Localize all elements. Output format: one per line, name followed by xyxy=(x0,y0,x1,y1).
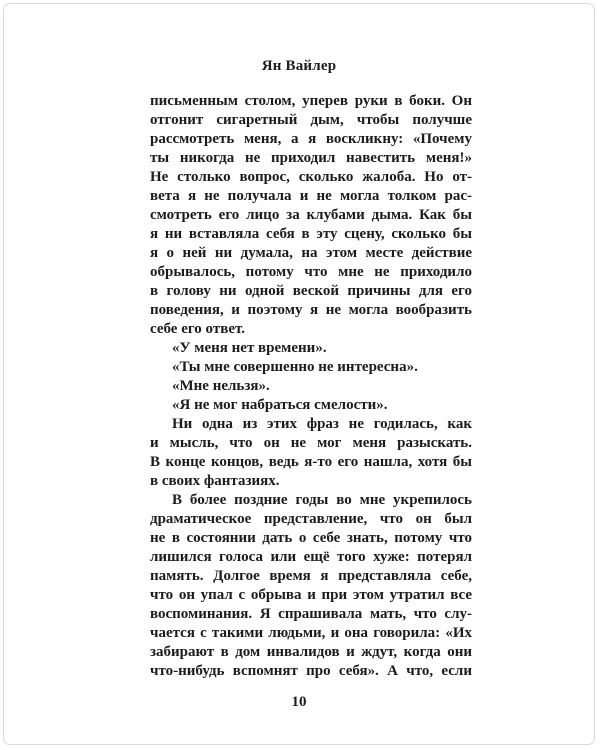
text-line: я ни вставляла себя в эту сцену, сколько бы xyxy=(150,226,472,242)
text-line: я о ней ни думала, на этом месте действие xyxy=(150,245,472,261)
text-line: себе его ответ. xyxy=(150,321,245,337)
text-line: Ни одна из этих фраз не годилась, как xyxy=(172,416,472,432)
text-line: в голову ни одной веской причины для его xyxy=(150,283,472,299)
text-line: что-нибудь вспомнят про себя». А что, если xyxy=(150,663,472,679)
text-line: Не столько вопрос, сколько жалоба. Но от- xyxy=(150,169,472,185)
text-line: обрывалось, потому что мне не приходило xyxy=(150,264,472,280)
text-line: поведения, и поэтому я не могла вообразить xyxy=(150,302,472,318)
page-number: 10 xyxy=(291,694,307,710)
text-line: и мысль, что он не мог меня разыскать. xyxy=(150,435,472,451)
text-line: чается с такими людьми, и она говорила: «Их xyxy=(150,625,472,641)
text-line: забирают в дом инвалидов и ждут, когда они xyxy=(150,644,472,660)
text-line: не в состоянии дать о себе знать, потому что xyxy=(150,530,472,546)
text-line: «Я не мог набраться смелости». xyxy=(172,397,388,413)
text-line: «Мне нельзя». xyxy=(172,378,270,394)
book-page xyxy=(3,3,595,745)
running-header: Ян Вайлер xyxy=(261,58,337,74)
text-line: в своих фантазиях. xyxy=(150,473,280,489)
text-line: «Ты мне совершенно не интересна». xyxy=(172,359,418,375)
text-line: что он упал с обрыва и при этом утратил все xyxy=(150,587,472,603)
text-line: «У меня нет времени». xyxy=(172,340,327,356)
text-line: вета я не получала и не могла толком рас- xyxy=(150,188,472,204)
text-line: смотреть его лицо за клубами дыма. Как бы xyxy=(150,207,472,223)
text-block xyxy=(150,92,472,681)
text-line: отгонит сигаретный дым, чтобы получше xyxy=(150,112,472,128)
text-line: письменным столом, уперев руки в боки. Он xyxy=(150,93,472,109)
text-line: В более поздние годы во мне укрепилось xyxy=(172,492,472,508)
text-line: В конце концов, ведь я-то его нашла, хотя бы xyxy=(150,454,472,470)
text-line: рассмотреть меня, а я воскликну: «Почему xyxy=(150,131,472,147)
text-line: воспоминания. Я спрашивала мать, что слу- xyxy=(150,606,472,622)
text-line: лишился голоса или ещё того хуже: потерял xyxy=(150,549,472,565)
text-line: драматическое представление, что он был xyxy=(150,511,472,527)
text-line: память. Долгое время я представляла себе, xyxy=(150,568,472,584)
text-line: ты никогда не приходил навестить меня!» xyxy=(150,150,472,166)
